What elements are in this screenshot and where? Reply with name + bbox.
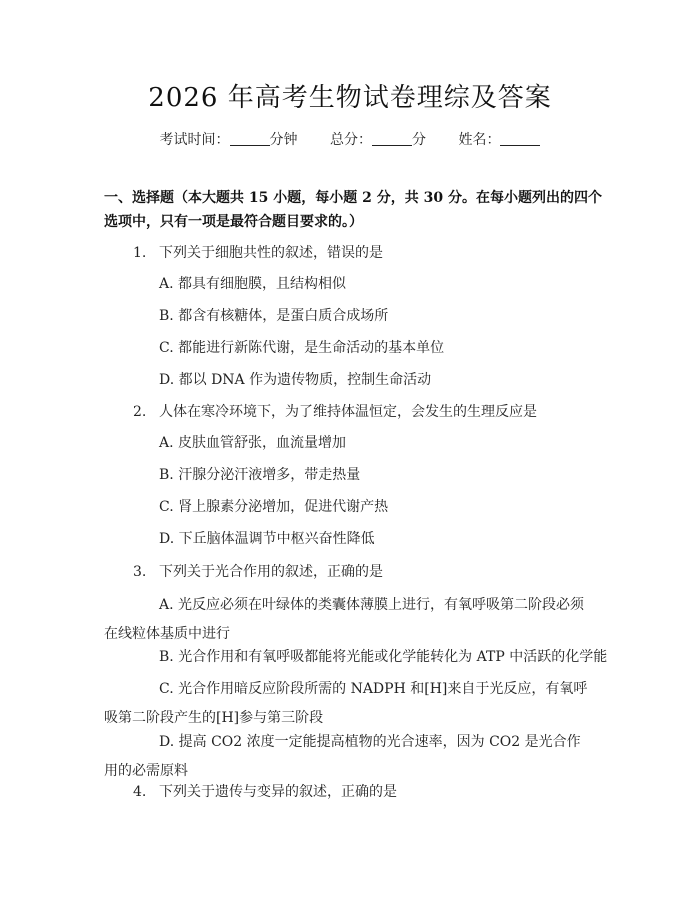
- q1-option-d: D. 都以 DNA 作为遗传物质，控制生命活动: [159, 372, 432, 388]
- q3-option-d: D. 提高 CO2 浓度一定能提高植物的光合速率，因为 CO2 是光合作用的必需原料: [104, 734, 581, 779]
- q1-option-b: B. 都含有核糖体，是蛋白质合成场所: [159, 308, 389, 324]
- q2-option-a: A. 皮肤血管舒张，血流量增加: [159, 435, 347, 451]
- question-3: [133, 560, 383, 584]
- total-score: [330, 132, 430, 148]
- score-unit: 分: [412, 132, 426, 148]
- question-number: 2.: [133, 404, 147, 420]
- exam-time: [160, 132, 302, 148]
- question-number: 3.: [133, 564, 147, 580]
- q3-option-c: C. 光合作用暗反应阶段所需的 NADPH 和[H]来自于光反应，有氧呼吸第二阶段产生的[H]参与第三阶段: [104, 681, 588, 726]
- q1-option-a: A. 都具有细胞膜，且结构相似: [159, 276, 347, 292]
- student-name: [458, 132, 540, 148]
- question-text: 下列关于细胞共性的叙述，错误的是: [159, 245, 383, 261]
- question-number: 4.: [133, 784, 147, 800]
- name-blank: [500, 131, 540, 146]
- question-text: 下列关于遗传与变异的叙述，正确的是: [159, 784, 397, 800]
- score-blank: [372, 131, 412, 146]
- q3-option-a: A. 光反应必须在叶绿体的类囊体薄膜上进行，有氧呼吸第二阶段必须在线粒体基质中进行: [104, 597, 585, 642]
- q3-option-b: B. 光合作用和有氧呼吸都能将光能或化学能转化为 ATP 中活跃的化学能: [159, 649, 608, 665]
- question-number: 1.: [133, 245, 147, 261]
- page-title: 2026 年高考生物试卷理综及答案: [148, 83, 552, 113]
- question-text: 下列关于光合作用的叙述，正确的是: [159, 564, 383, 580]
- exam-meta: [0, 128, 700, 152]
- q2-option-b: B. 汗腺分泌汗液增多，带走热量: [159, 467, 361, 483]
- time-unit: 分钟: [269, 132, 298, 148]
- name-label: 姓名：: [458, 132, 501, 148]
- question-text: 人体在寒冷环境下，为了维持体温恒定，会发生的生理反应是: [159, 404, 537, 420]
- section-heading: 一、选择题（本大题共 15 小题，每小题 2 分，共 30 分。在每小题列出的四个选项中，只有一项是最符合题目要求的。）: [104, 190, 602, 230]
- question-4: [133, 780, 397, 804]
- q2-option-d: D. 下丘脑体温调节中枢兴奋性降低: [159, 531, 375, 547]
- q1-option-c: C. 都能进行新陈代谢，是生命活动的基本单位: [159, 340, 445, 356]
- question-1: [133, 241, 383, 265]
- time-blank: [230, 131, 270, 146]
- q2-option-c: C. 肾上腺素分泌增加，促进代谢产热: [159, 499, 389, 515]
- time-label: 考试时间：: [159, 132, 230, 148]
- question-2: [133, 400, 537, 424]
- score-label: 总分：: [330, 132, 372, 148]
